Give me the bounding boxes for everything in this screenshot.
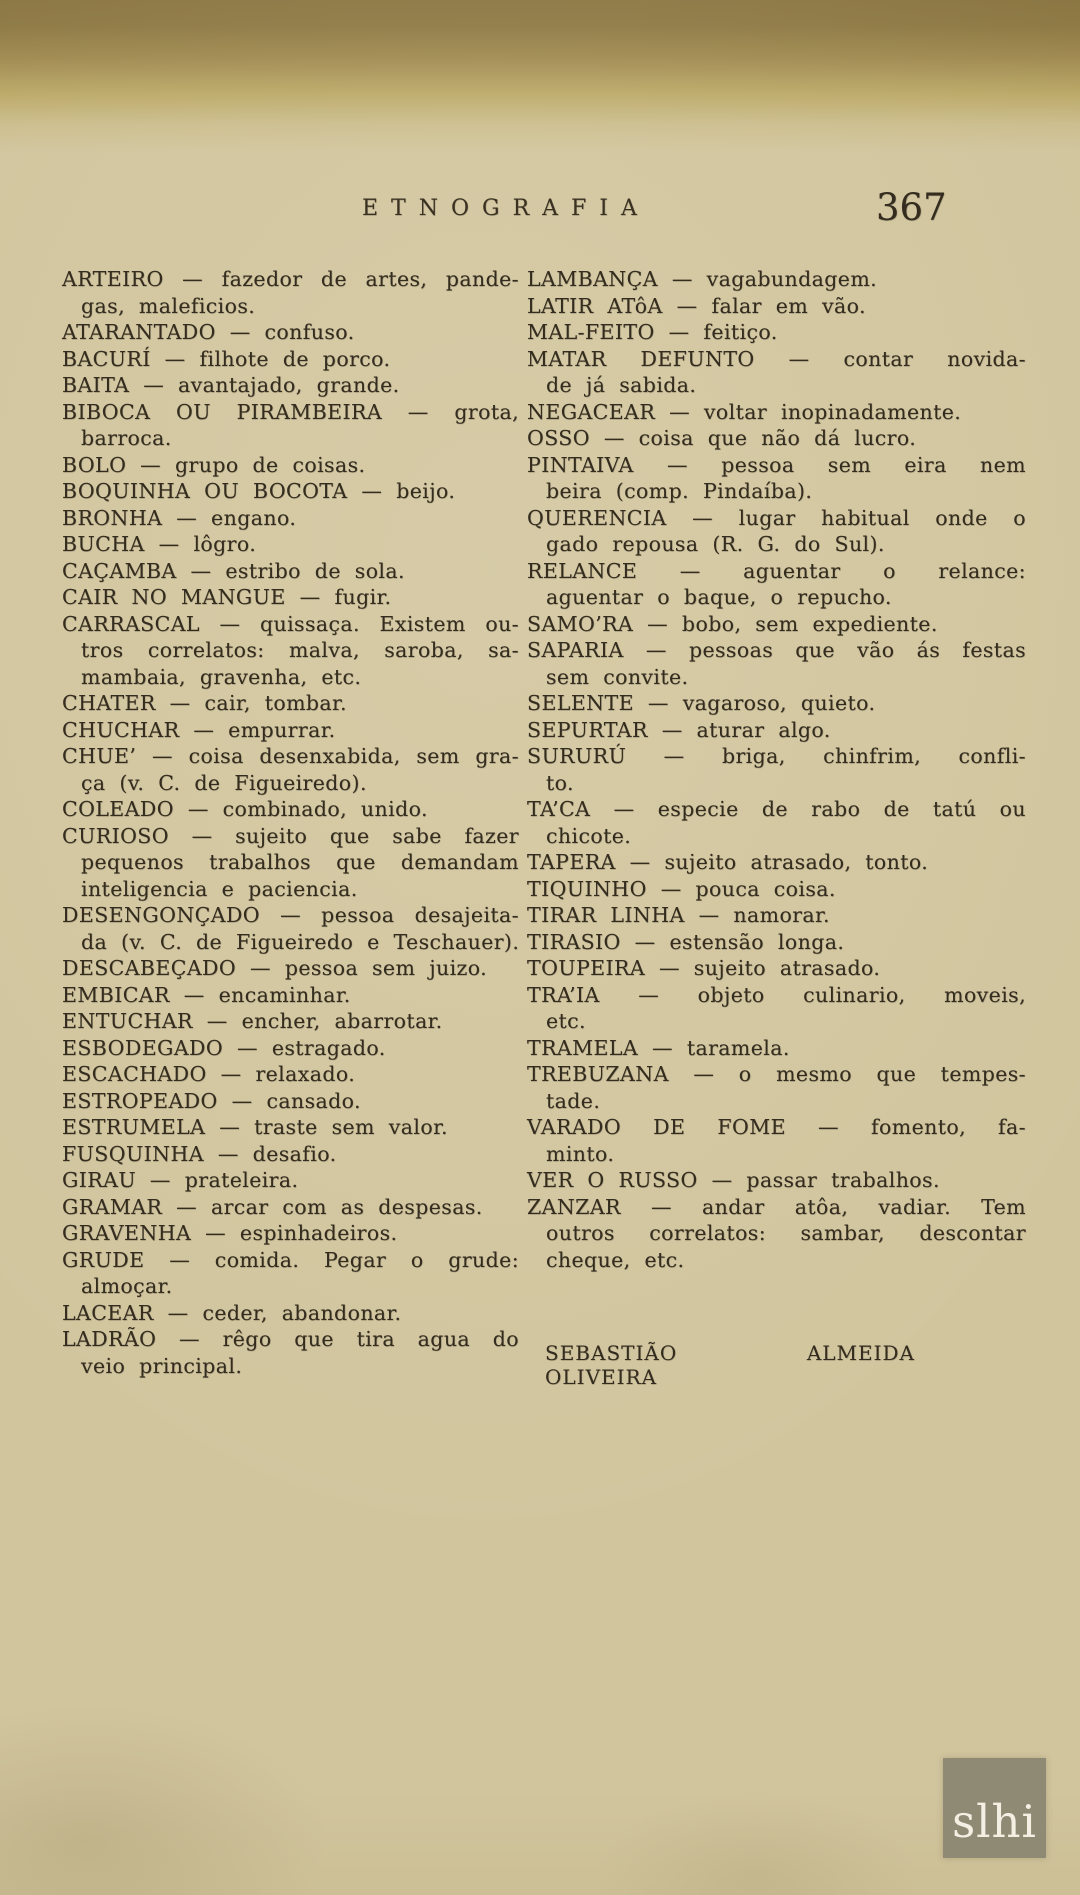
glossary-entry	[62, 1061, 519, 1088]
entry-line: BACURÍ — filhote de porco.	[62, 346, 391, 371]
entry-line: ESTROPEADO — cansado.	[62, 1088, 361, 1113]
entry-line: etc.	[546, 1009, 586, 1033]
entry-line: TRAMELA — taramela.	[527, 1035, 790, 1060]
entry-line: ARTEIRO — fazedor de artes, pande-	[62, 267, 519, 291]
glossary-entry	[62, 266, 519, 319]
entry-line: LACEAR — ceder, abandonar.	[62, 1300, 402, 1325]
entry-line: NEGACEAR — voltar inopinadamente.	[527, 399, 962, 424]
entry-line: veio principal.	[81, 1353, 243, 1378]
library-watermark	[943, 1758, 1046, 1858]
entry-line: BIBOCA OU PIRAMBEIRA — grota,	[62, 399, 519, 424]
entry-line: EMBICAR — encaminhar.	[62, 982, 351, 1007]
entry-line: GRAMAR — arcar com as despesas.	[62, 1194, 483, 1219]
glossary-entry	[62, 1035, 519, 1062]
glossary-entry	[62, 1088, 519, 1115]
glossary-entry	[527, 982, 1026, 1035]
entry-line: MAL-FEITO — feitiço.	[527, 320, 778, 344]
entry-line: ESBODEGADO — estragado.	[62, 1035, 386, 1060]
entry-line: GIRAU — prateleira.	[62, 1168, 299, 1192]
entry-line: CURIOSO — sujeito que sabe fazer	[62, 823, 519, 848]
glossary-entry	[62, 611, 519, 691]
entry-line: ESTRUMELA — traste sem valor.	[62, 1115, 448, 1139]
glossary-entry	[62, 823, 519, 903]
glossary-entry	[527, 425, 1026, 452]
entry-line: sem convite.	[546, 664, 689, 689]
page-number: 367	[876, 186, 947, 229]
entry-line: gado repousa (R. G. do Sul).	[546, 532, 885, 556]
entry-line: barroca.	[81, 426, 172, 450]
glossary-entry	[527, 505, 1026, 558]
entry-line: da (v. C. de Figueiredo e Teschauer).	[81, 929, 520, 954]
entry-line: chicote.	[546, 823, 632, 848]
watermark-logo-text: slhi	[952, 1795, 1037, 1848]
glossary-entry	[62, 478, 519, 505]
entry-line: ENTUCHAR — encher, abarrotar.	[62, 1009, 443, 1033]
entry-line: gas, maleficios.	[81, 293, 256, 318]
glossary-entry	[527, 690, 1026, 717]
entry-line: BOQUINHA OU BOCOTA — beijo.	[62, 479, 456, 503]
glossary-entry	[527, 399, 1026, 426]
glossary-entry	[62, 531, 519, 558]
glossary-entry	[62, 372, 519, 399]
entry-line: BUCHA — lôgro.	[62, 532, 257, 556]
entry-line: LADRÃO — rêgo que tira agua do	[62, 1327, 519, 1351]
entry-line: TRA’IA — objeto culinario, moveis,	[527, 982, 1026, 1007]
glossary-entry	[62, 796, 519, 823]
glossary-entry	[527, 637, 1026, 690]
glossary-entry	[527, 929, 1026, 956]
glossary-entry	[527, 876, 1026, 903]
glossary-entry	[62, 399, 519, 452]
entry-line: SURURÚ — briga, chinfrim, confli-	[527, 744, 1026, 768]
entry-line: BRONHA — engano.	[62, 505, 297, 530]
entry-line: pequenos trabalhos que demandam	[81, 850, 519, 874]
entry-line: QUERENCIA — lugar habitual onde o	[527, 505, 1026, 530]
entry-line: ZANZAR — andar atôa, vadiar. Tem	[527, 1194, 1026, 1219]
glossary-entry	[62, 1220, 519, 1247]
entry-line: SAMO’RA — bobo, sem expediente.	[527, 611, 938, 636]
entry-line: TA’CA — especie de rabo de tatú ou	[527, 797, 1026, 821]
entry-line: mambaia, gravenha, etc.	[81, 664, 362, 689]
entry-line: VER O RUSSO — passar trabalhos.	[527, 1168, 940, 1192]
glossary-entry	[62, 982, 519, 1009]
glossary-column-right	[527, 266, 1026, 1273]
entry-line: BAITA — avantajado, grande.	[62, 373, 400, 397]
entry-line: DESENGONÇADO — pessoa desajeita-	[62, 903, 519, 927]
entry-line: de já sabida.	[546, 373, 697, 397]
entry-line: ATARANTADO — confuso.	[62, 320, 355, 344]
glossary-entry	[62, 1247, 519, 1300]
entry-line: TAPERA — sujeito atrasado, tonto.	[527, 850, 929, 874]
glossary-entry	[62, 319, 519, 346]
glossary-entry	[527, 293, 1026, 320]
entry-line: tros correlatos: malva, saroba, sa-	[81, 638, 519, 662]
glossary-entry	[527, 266, 1026, 293]
glossary-entry	[62, 1326, 519, 1379]
glossary-entry	[62, 1008, 519, 1035]
glossary-entry	[527, 743, 1026, 796]
glossary-entry	[62, 955, 519, 982]
entry-line: CHUE’ — coisa desenxabida, sem gra-	[62, 744, 519, 768]
glossary-entry	[527, 902, 1026, 929]
entry-line: to.	[546, 770, 574, 795]
entry-line: PINTAIVA — pessoa sem eira nem	[527, 452, 1026, 477]
entry-line: TREBUZANA — o mesmo que tempes-	[527, 1062, 1026, 1086]
entry-line: LAMBANÇA — vagabundagem.	[527, 267, 878, 291]
glossary-entry	[62, 505, 519, 532]
entry-line: ça (v. C. de Figueiredo).	[81, 770, 367, 795]
glossary-entry	[62, 902, 519, 955]
glossary-entry	[527, 849, 1026, 876]
glossary-entry	[62, 690, 519, 717]
entry-line: tade.	[546, 1088, 601, 1113]
glossary-entry	[527, 717, 1026, 744]
entry-line: TIRASIO — estensão longa.	[527, 929, 845, 954]
glossary-entry	[62, 346, 519, 373]
entry-line: almoçar.	[81, 1274, 173, 1298]
entry-line: BOLO — grupo de coisas.	[62, 452, 366, 477]
entry-line: GRAVENHA — espinhadeiros.	[62, 1221, 398, 1245]
glossary-entry	[62, 452, 519, 479]
entry-line: minto.	[546, 1141, 615, 1166]
glossary-entry	[527, 796, 1026, 849]
entry-line: FUSQUINHA — desafio.	[62, 1141, 337, 1166]
glossary-entry	[527, 452, 1026, 505]
entry-line: TOUPEIRA — sujeito atrasado.	[527, 956, 881, 980]
glossary-entry	[62, 1300, 519, 1327]
glossary-entry	[62, 1114, 519, 1141]
glossary-entry	[62, 1141, 519, 1168]
entry-line: CAÇAMBA — estribo de sola.	[62, 558, 405, 583]
entry-line: MATAR DEFUNTO — contar novida-	[527, 346, 1026, 371]
entry-line: inteligencia e paciencia.	[81, 876, 358, 901]
glossary-entry	[62, 717, 519, 744]
glossary-entry	[62, 743, 519, 796]
entry-line: beira (comp. Pindaíba).	[546, 479, 813, 503]
glossary-entry	[527, 1194, 1026, 1274]
entry-line: SEPURTAR — aturar algo.	[527, 717, 831, 742]
glossary-entry	[527, 1061, 1026, 1114]
entry-line: VARADO DE FOME — fomento, fa-	[527, 1115, 1026, 1139]
entry-line: aguentar o baque, o repucho.	[546, 585, 892, 609]
entry-line: outros correlatos: sambar, descontar	[546, 1221, 1026, 1245]
entry-line: SELENTE — vagaroso, quieto.	[527, 691, 876, 715]
glossary-entry	[527, 955, 1026, 982]
entry-line: GRUDE — comida. Pegar o grude:	[62, 1247, 519, 1272]
glossary-entry	[527, 611, 1026, 638]
entry-line: LATIR ATôA — falar em vão.	[527, 293, 866, 318]
entry-line: TIQUINHO — pouca coisa.	[527, 876, 836, 901]
glossary-entry	[527, 1035, 1026, 1062]
glossary-entry	[527, 1114, 1026, 1167]
page-header-title: ETNOGRAFIA	[362, 196, 650, 221]
glossary-entry	[62, 584, 519, 611]
entry-line: RELANCE — aguentar o relance:	[527, 558, 1026, 583]
glossary-entry	[62, 558, 519, 585]
glossary-entry	[527, 346, 1026, 399]
entry-line: TIRAR LINHA — namorar.	[527, 903, 830, 927]
entry-line: CARRASCAL — quissaça. Existem ou-	[62, 611, 519, 636]
glossary-column-left	[62, 266, 519, 1379]
entry-line: OSSO — coisa que não dá lucro.	[527, 426, 917, 450]
entry-line: cheque, etc.	[546, 1247, 685, 1272]
entry-line: CHUCHAR — empurrar.	[62, 717, 336, 742]
author-signature: SEBASTIÃO ALMEIDA OLIVEIRA	[545, 1341, 915, 1389]
entry-line: COLEADO — combinado, unido.	[62, 797, 428, 821]
glossary-entry	[62, 1167, 519, 1194]
entry-line: CHATER — cair, tombar.	[62, 691, 347, 715]
glossary-entry	[527, 558, 1026, 611]
entry-line: DESCABEÇADO — pessoa sem juizo.	[62, 956, 488, 980]
entry-line: ESCACHADO — relaxado.	[62, 1062, 356, 1086]
glossary-entry	[62, 1194, 519, 1221]
entry-line: CAIR NO MANGUE — fugir.	[62, 585, 392, 609]
glossary-entry	[527, 319, 1026, 346]
entry-line: SAPARIA — pessoas que vão ás festas	[527, 638, 1026, 662]
glossary-entry	[527, 1167, 1026, 1194]
